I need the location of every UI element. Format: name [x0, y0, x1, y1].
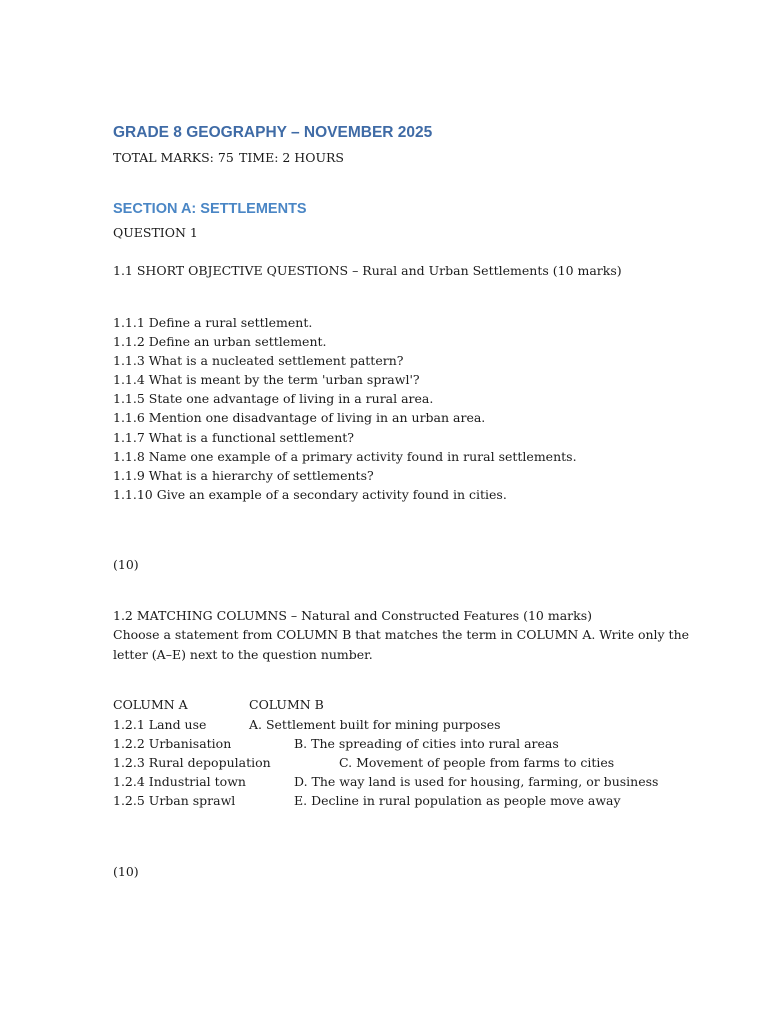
list-item: 1.1.3 What is a nucleated settlement pattern?: [113, 353, 404, 369]
section-heading: SECTION A: SETTLEMENTS: [113, 201, 307, 217]
column-a-item: 1.2.1 Land use: [113, 717, 207, 732]
column-b-header: COLUMN B: [249, 697, 324, 712]
q1-2-heading: 1.2 MATCHING COLUMNS – Natural and Constructed Features (10 marks): [113, 608, 593, 623]
document-title: GRADE 8 GEOGRAPHY – NOVEMBER 2025: [113, 124, 433, 141]
column-a-item: 1.2.2 Urbanisation: [113, 736, 232, 751]
q1-2-instruction: Choose a statement from COLUMN B that matches the term in COLUMN A. Write only the: [113, 627, 690, 642]
column-a-item: 1.2.3 Rural depopulation: [113, 755, 271, 770]
list-item: 1.1.1 Define a rural settlement.: [113, 315, 313, 330]
q1-1-heading: 1.1 SHORT OBJECTIVE QUESTIONS – Rural and Urban Settlements (10 marks): [113, 263, 622, 278]
exam-time: TIME: 2 HOURS: [239, 150, 344, 165]
list-item: 1.1.7 What is a functional settlement?: [113, 429, 354, 445]
list-item: 1.1.10 Give an example of a secondary activity found in cities.: [113, 486, 507, 502]
list-item: 1.1.4 What is meant by the term 'urban sprawl'?: [113, 372, 420, 388]
list-item: 1.1.2 Define an urban settlement.: [113, 334, 327, 350]
list-item: 1.1.9 What is a hierarchy of settlements?: [113, 467, 374, 483]
total-marks: TOTAL MARKS: 75: [113, 150, 234, 165]
list-item: 1.1.6 Mention one disadvantage of living in an urban area.: [113, 410, 486, 426]
column-a-header: COLUMN A: [113, 697, 188, 712]
q1-2-instruction-cont: letter (A–E) next to the question number.: [113, 647, 373, 662]
list-item: 1.1.5 State one advantage of living in a rural area.: [113, 391, 434, 407]
column-a-item: 1.2.5 Urban sprawl: [113, 793, 236, 808]
column-b-item: C. Movement of people from farms to cities: [339, 755, 615, 770]
q1-1-marks: (10): [113, 557, 139, 572]
column-a-item: 1.2.4 Industrial town: [113, 774, 246, 789]
column-b-item: A. Settlement built for mining purposes: [249, 717, 501, 732]
column-b-item: B. The spreading of cities into rural areas: [294, 736, 559, 751]
column-b-item: D. The way land is used for housing, farming, or business: [294, 774, 659, 789]
q1-1-question-list: [113, 313, 577, 504]
q1-2-marks: (10): [113, 864, 139, 879]
question-label: QUESTION 1: [113, 225, 198, 240]
list-item: 1.1.8 Name one example of a primary activity found in rural settlements.: [113, 448, 577, 464]
column-b-item: E. Decline in rural population as people move away: [294, 793, 621, 808]
